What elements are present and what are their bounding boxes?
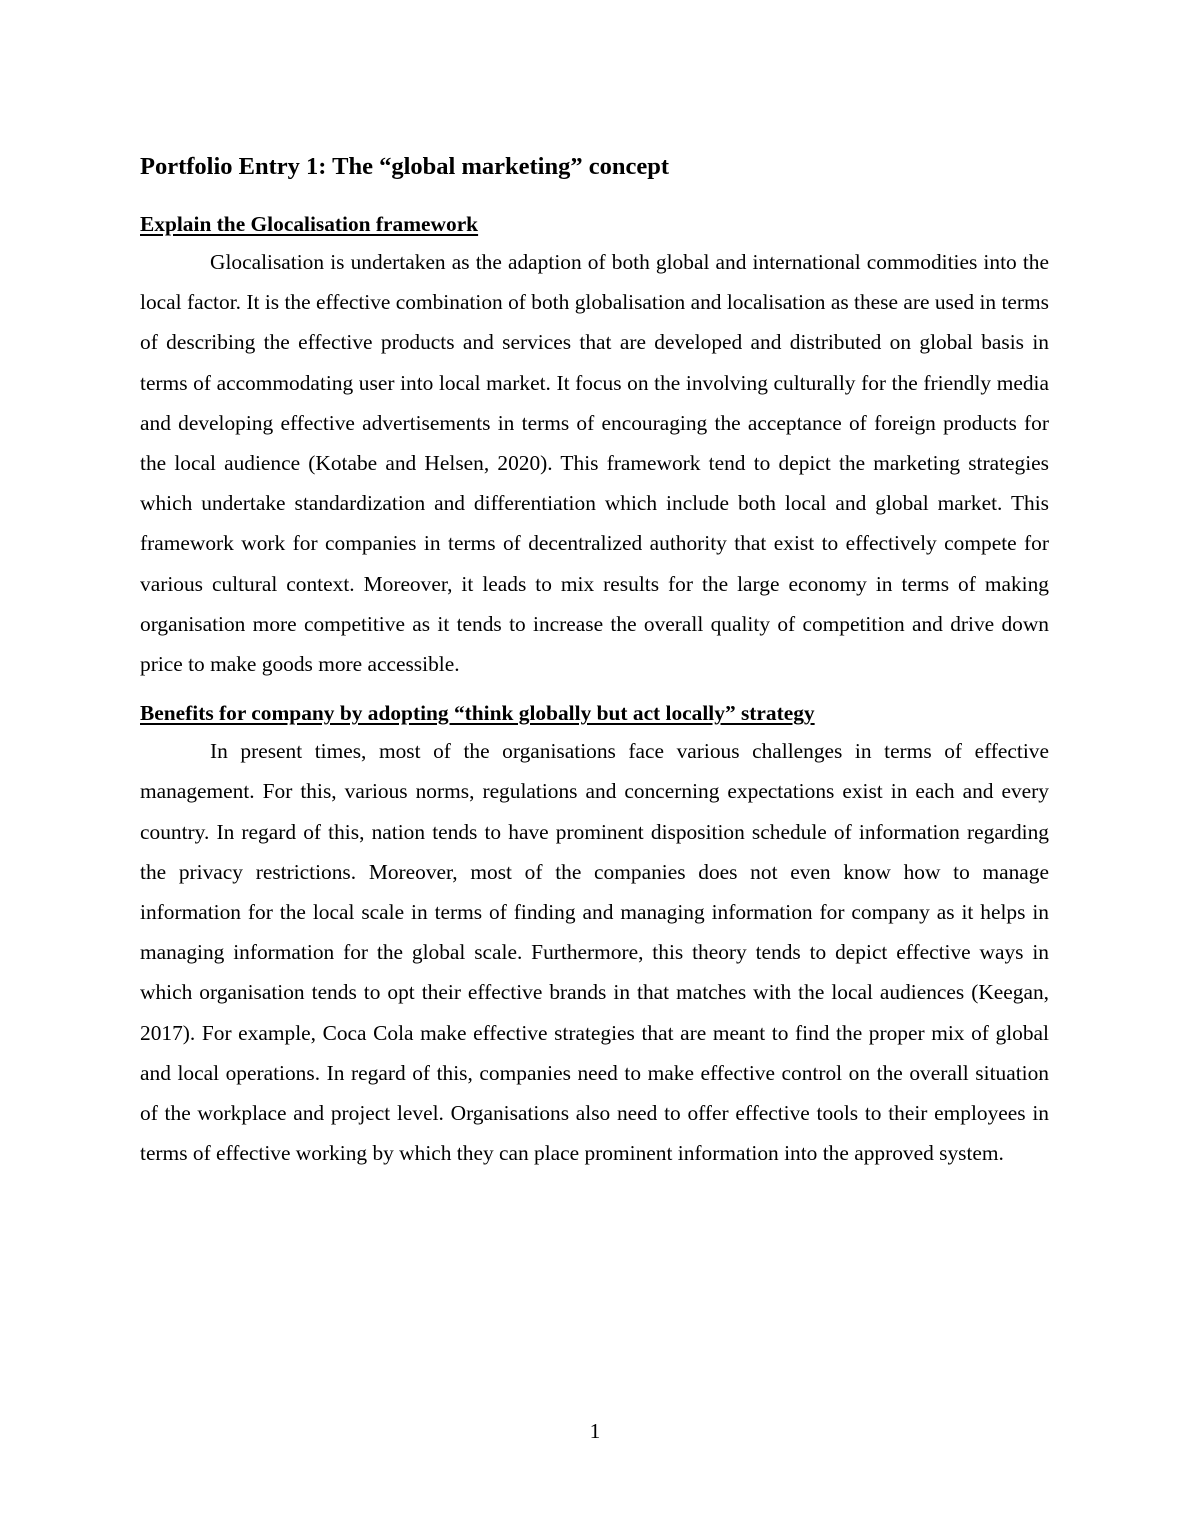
document-page <box>140 146 1049 1173</box>
section-heading-benefits: Benefits for company by adopting “think globally but act locally” strategy <box>140 701 815 726</box>
section-heading-glocalisation: Explain the Glocalisation framework <box>140 212 479 236</box>
paragraph-benefits: In present times, most of the organisations face various challenges in terms of effective management. For this, various norms, regulations and concerning expectations exist in each and every country. In regard of this, nation tends to have prominent disposition schedule of information regarding the privacy restrictions. Moreover, most of the companies does not even know how to manage information for the local scale in terms of finding and managing information for company as it helps in managing information for the global scale. Furthermore, this theory tends to depict effective ways in which organisation tends to opt their effective brands in that matches with the local audiences (Keegan, 2017). For example, Coca Cola make effective strategies that are meant to find the proper mix of global and local operations. In regard of this, companies need to make effective control on the overall situation of the workplace and project level. Organisations also need to offer effective tools to their employees in terms of effective working by which they can place prominent information into the approved system. <box>140 739 1049 1166</box>
page-title: Portfolio Entry 1: The “global marketing” concept <box>140 153 669 180</box>
page-number: 1 <box>589 1419 601 1443</box>
paragraph-glocalisation: Glocalisation is undertaken as the adaption of both global and international commodities into the local factor. It is the effective combination of both globalisation and localisation as these are used in terms of describing the effective products and services that are developed and distributed on global basis in terms of accommodating user into local market. It focus on the involving culturally for the friendly media and developing effective advertisements in terms of encouraging the acceptance of foreign products for the local audience (Kotabe and Helsen, 2020). This framework tend to depict the marketing strategies which undertake standardization and differentiation which include both local and global market. This framework work for companies in terms of decentralized authority that exist to effectively compete for various cultural context. Moreover, it leads to mix results for the large economy in terms of making organisation more competitive as it tends to increase the overall quality of competition and drive down price to make goods more accessible. <box>140 250 1049 677</box>
